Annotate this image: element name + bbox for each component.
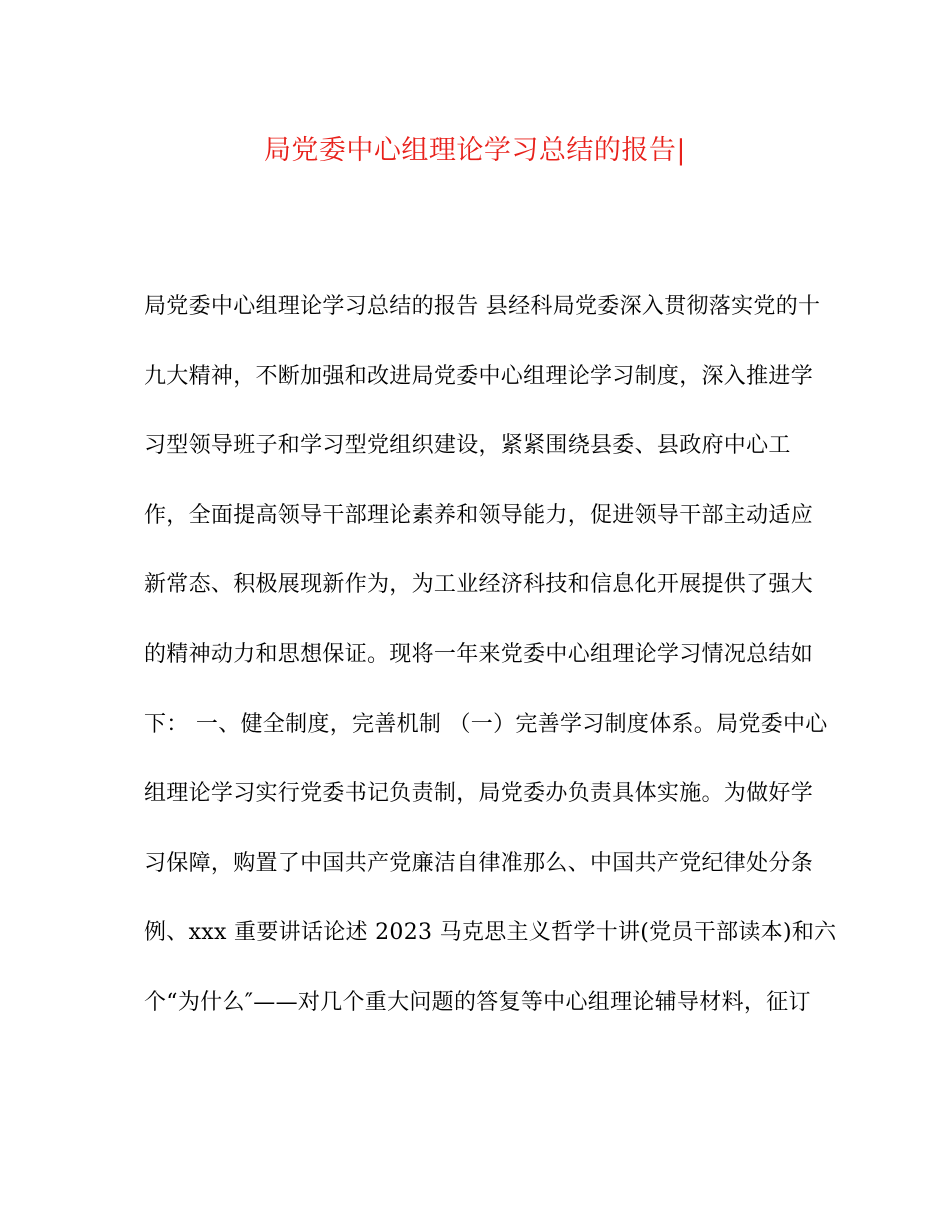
body-line: 习型领导班子和学习型党组织建设，紧紧围绕县委、县政府中心工 [144, 433, 791, 459]
body-line: 习保障，购置了中国共产党廉洁自律准那么、中国共产党纪律处分条 [144, 850, 814, 876]
body-line: 组理论学习实行党委书记负责制，局党委办负责具体实施。为做好学 [144, 781, 814, 807]
document-body [144, 290, 837, 1056]
body-line: 例、xxx 重要讲话论述 2023 马克思主义哲学十讲(党员干部读本)和六 [144, 920, 837, 946]
body-line: 作，全面提高领导干部理论素养和领导能力，促进领导干部主动适应 [144, 502, 814, 528]
body-line: 九大精神，不断加强和改进局党委中心组理论学习制度，深入推进学 [144, 363, 814, 389]
body-line: 个“为什么″——对几个重大问题的答复等中心组理论辅导材料，征订 [144, 989, 811, 1015]
body-line: 下： 一、健全制度，完善机制 （一）完善学习制度体系。局党委中心 [144, 711, 828, 737]
body-line: 局党委中心组理论学习总结的报告 县经科局党委深入贯彻落实党的十 [144, 294, 821, 319]
body-line: 新常态、积极展现新作为，为工业经济科技和信息化开展提供了强大 [144, 572, 814, 598]
body-line: 的精神动力和思想保证。现将一年来党委中心组理论学习情况总结如 [144, 641, 814, 667]
document-title: 局党委中心组理论学习总结的报告| [263, 135, 687, 166]
